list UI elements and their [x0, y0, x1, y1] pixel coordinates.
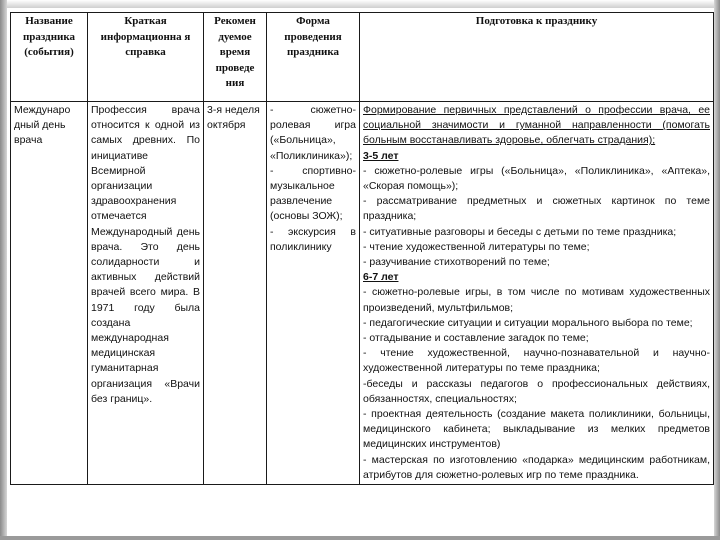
prep-intro: Формирование первичных представлений о профессии врача, ее социальной значимости и гуманной направленности (помогать больным восстанавливать здоровье, облегчать страдания);	[363, 104, 710, 147]
prep-list-item: - мастерская по изготовлению «подарка» медицинским работникам, атрибутов для сюжетно-ролевых игр по теме праздника.	[363, 453, 710, 481]
prep-list-item: - чтение художественной, научно-познавательной и научно-художественной литературы по теме праздника;	[363, 347, 710, 375]
form-item: - спортивно-музыкальное развлечение (основы ЗОЖ);	[270, 164, 356, 223]
prep-age-group-2: 6-7 лет	[363, 271, 399, 284]
prep-list-item: - сюжетно-ролевые игры («Больница», «Поликлиника», «Аптека», «Скорая помощь»);	[363, 164, 710, 193]
prep-age-group-1: 3-5 лет	[363, 149, 399, 162]
prep-list-item: - педагогические ситуации и ситуации морального выбора по теме;	[363, 316, 693, 329]
prep-list-item: - ситуативные разговоры и беседы с детьми по теме праздника;	[363, 225, 677, 238]
form-item: - сюжетно-ролевая игра («Больница», «Поликлиника»);	[270, 104, 356, 162]
cell-preparation	[360, 102, 714, 485]
header-row	[11, 13, 714, 102]
frame-bottom-border	[0, 536, 720, 540]
prep-list-item: - чтение художественной литературы по теме;	[363, 240, 590, 253]
cell-holiday-name: Междунаро дный день врача	[11, 102, 88, 485]
header-brief-info: Краткая информационна я справка	[88, 13, 204, 102]
holiday-table	[10, 12, 714, 485]
prep-list-item: - проектная деятельность (создание макета поликлиники, больницы, медицинского кабинета; выкладывание из мелких предметов медицинских инструментов)	[363, 408, 710, 451]
prep-list-item: - сюжетно-ролевые игры, в том числе по мотивам художественных произведений, мультфильмов;	[363, 286, 710, 314]
form-item: - экскурсия в поликлинику	[270, 225, 356, 253]
header-holiday-name: Название праздника (события)	[11, 13, 88, 102]
prep-list-item: - разучивание стихотворений по теме;	[363, 256, 550, 269]
cell-recommended-time: 3-я неделя октября	[204, 102, 267, 485]
prep-list-item: - отгадывание и составление загадок по теме;	[363, 332, 589, 345]
table-row	[11, 102, 714, 485]
header-event-form: Форма проведения праздника	[267, 13, 360, 102]
frame-left-border	[0, 0, 7, 540]
header-recommended-time: Рекомен дуемое время проведе ния	[204, 13, 267, 102]
cell-event-forms	[267, 102, 360, 485]
header-preparation: Подготовка к празднику	[360, 13, 714, 102]
cell-brief-info: Профессия врача относится к одной из самых древних. По инициативе Всемирной организации здравоохранения отмечается Международный день врача. Это день солидарности и активных действий врачей всего мира. В 1971 году была создана международная медицинская гуманитарная организация «Врачи без границ».	[88, 102, 204, 485]
frame-top-border	[0, 0, 720, 8]
frame-right-border	[714, 0, 720, 540]
prep-list-item: -беседы и рассказы педагогов о профессиональных действиях, обязанностях, специальностях;	[363, 377, 710, 405]
prep-list-item: - рассматривание предметных и сюжетных картинок по теме праздника;	[363, 195, 710, 223]
